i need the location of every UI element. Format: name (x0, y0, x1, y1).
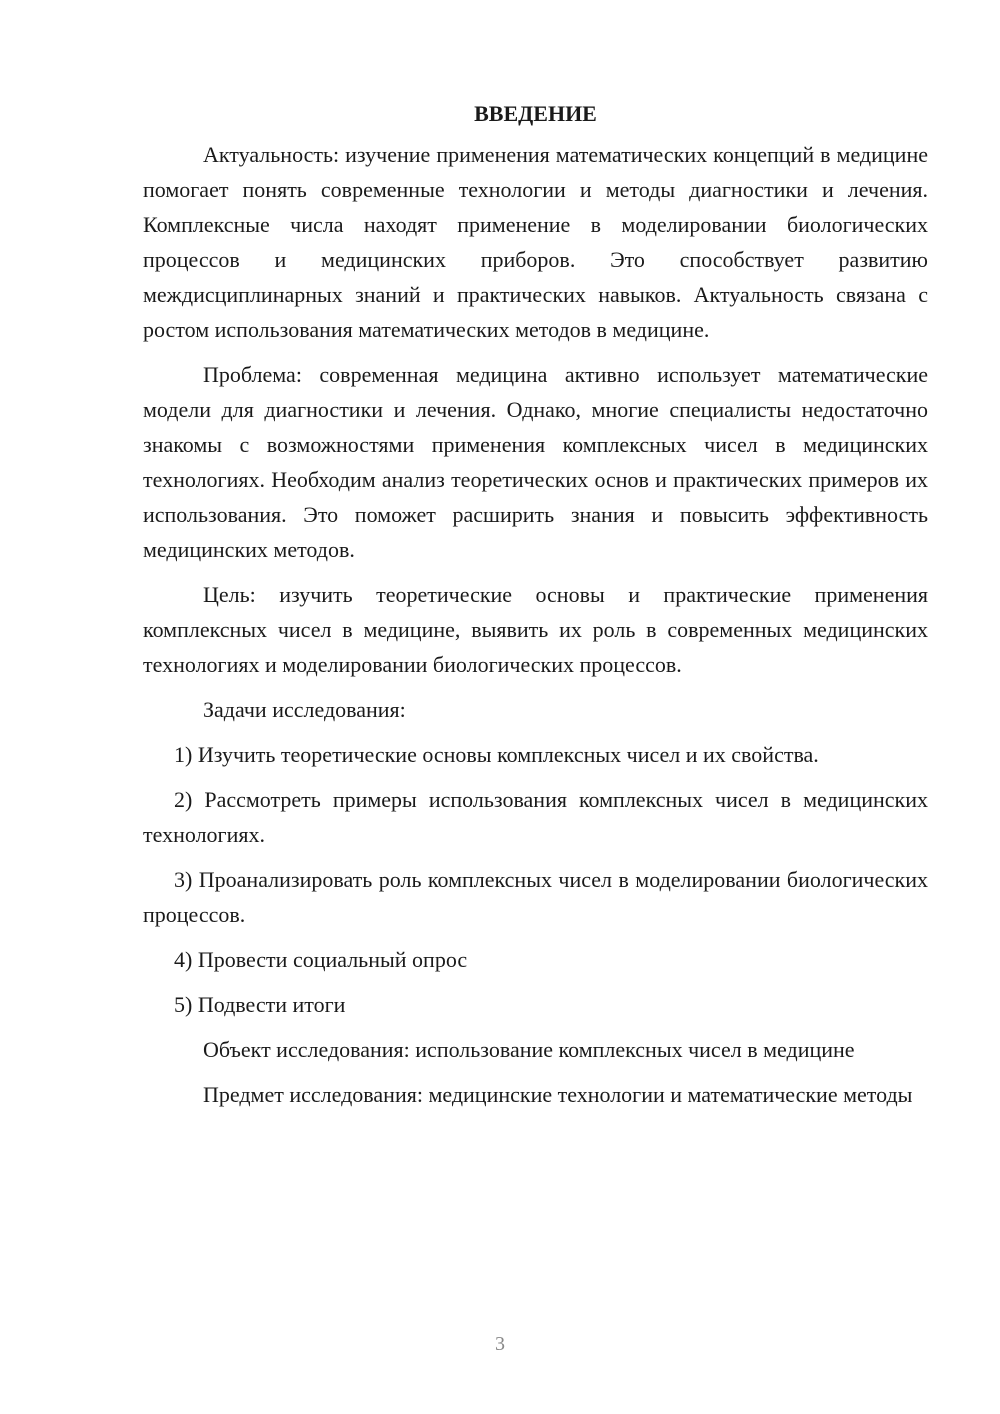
task-item-4: 4) Провести социальный опрос (174, 947, 468, 972)
task-item-2: 2) Рассмотреть примеры использования комплексных чисел в медицинских технологиях. (143, 787, 928, 847)
task-item-5: 5) Подвести итоги (174, 992, 346, 1017)
page-number: 3 (495, 1333, 505, 1355)
page-title: ВВЕДЕНИЕ (474, 101, 597, 126)
paragraph-tasks-heading: Задачи исследования: (203, 697, 406, 722)
task-item-3: 3) Проанализировать роль комплексных чисел в моделировании биологических процессов. (143, 867, 928, 927)
paragraph-research-subject: Предмет исследования: медицинские технологии и математические методы (203, 1082, 913, 1107)
paragraph-research-object: Объект исследования: использование комплексных чисел в медицине (203, 1037, 855, 1062)
document-page (143, 96, 928, 1122)
task-item-1: 1) Изучить теоретические основы комплексных чисел и их свойства. (174, 742, 819, 767)
paragraph-goal: Цель: изучить теоретические основы и практические применения комплексных чисел в медицине, выявить их роль в современных медицинских технологиях и моделировании биологических процессов. (143, 582, 928, 677)
paragraph-problem: Проблема: современная медицина активно использует математические модели для диагностики и лечения. Однако, многие специалисты недостаточно знакомы с возможностями применения комплексных чисел в медицинских технологиях. Необходим анализ теоретических основ и практических примеров их использования. Это поможет расширить знания и повысить эффективность медицинских методов. (143, 362, 928, 562)
paragraph-relevance: Актуальность: изучение применения математических концепций в медицине помогает понять современные технологии и методы диагностики и лечения. Комплексные числа находят применение в моделировании биологических процессов и медицинских приборов. Это способствует развитию междисциплинарных знаний и практических навыков. Актуальность связана с ростом использования математических методов в медицине. (143, 142, 928, 342)
